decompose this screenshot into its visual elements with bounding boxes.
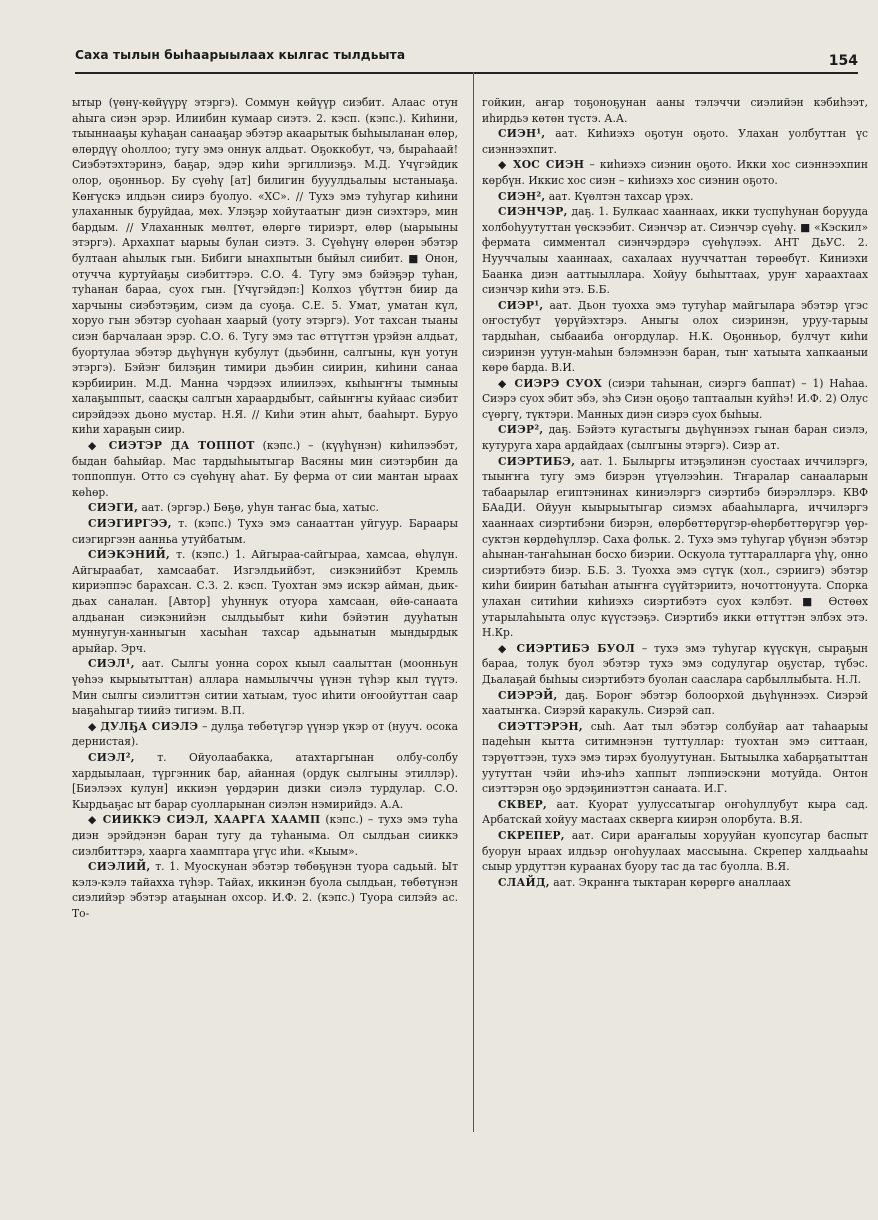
entry-text: аат. Киһиэхэ оҕотун оҕото. Улахан уолбуттан үс сиэннээхпит. [482,127,868,156]
right-column [482,95,868,890]
entry [482,157,868,188]
entry [482,875,868,891]
page-number: 154 [828,53,858,69]
entry-headword: СИЭРЭ СУОХ [514,376,603,390]
diamond-icon: ◆ [88,719,101,733]
entry-headword: СИЭНЧЭР, [498,205,568,219]
entry-text: т. Ойуолаабакка, атахтаргынан олбу-солбу хардыылаан, түргэнник бар, айанная (ордук сылгыны этиллэр). [Биэлээх кулун] иккиэн үөрдэрин дизки сиэлэ турдулар. С.О. Кырдьаҕас ыт барар суолларынан сиэлэн нэмирийдэ. А.А. [72,750,458,811]
entry [482,298,868,376]
entry-text: – дулҕа төбөтүгэр үүнэр үкэр от (нууч. осока дернистая). [72,719,458,749]
entry [72,500,458,516]
diamond-icon: ◆ [88,813,103,827]
entry [72,859,458,921]
entry [72,750,458,812]
column-divider [473,72,474,1132]
diamond-icon: ◆ [498,641,517,655]
entry-headword: СЛАЙД, [498,875,550,889]
entry-headword: СИЭГИ, [88,501,139,515]
running-header: Саха тылын быһаарыылаах кылгас тылдьыта [75,48,406,62]
entry-text: аат. Экранҥа тыктаран көрөргө аналлаах [549,875,791,889]
entry-text: даҕ. Бороҥ эбэтэр болоорхой дьүһүннээх. Сиэрэй хаатыҥка. Сиэрэй каракуль. Сиэрэй сап. [482,688,868,718]
entry-headword: СИЭН¹, [498,127,546,141]
diamond-icon: ◆ [88,439,109,453]
entry-headword: СКРЕПЕР, [498,828,565,842]
diamond-icon: ◆ [498,158,514,172]
entry [482,454,868,641]
entry-text: – киһиэхэ сиэнин оҕото. Икки хос сиэннээхпин көрбүн. Иккис хос сиэн – киһиэхэ хос сиэнин оҕото. [482,158,869,187]
entry-headword: СИЭГИРГЭЭ, [88,517,172,531]
entry-text: т. 1. Муоскунан эбэтэр төбөҕүнэн туора садьый. Ыт кэлэ-кэлэ тайахха түһэр. Тайах, иккинэн буола сылдьан, төбөтүнэн сиэлийэр эбэтэр атаҕынан охсор. И.Ф. 2. (кэпс.) Туора силэйэ ас. То- [72,860,458,920]
entry-text: аат. Сылгы уонна сорох кыыл саалыттан (моонньун үөһээ кырыытыттан) аллара намылыччы үүнэн түһэр кыл түүтэ. Мин сылгы сиэлиттэн ситии хатыам, туос иһити оҥоойуттан саар ыаҕаһыгар тиийэ тигиэм. В.П. [72,657,458,718]
entry [482,95,868,126]
entry-text: (сиэри таһынан, сиэргэ баппат) – 1) Наһаа. Сиэрэ суох эбит эбэ, эһэ Сиэн оҕоҕо таптаалын куйһэ! И.Ф. 2) Олус сүөргү, түктэри. Манных диэн сиэрэ суох быһыы. [482,376,868,421]
entry-text: аат. 1. Былыргы итэҕэлинэн суостаах иччилэргэ, тыыҥҥа тугу эмэ биэрэн үтүөлээһин. Тҥаралар санааларын табаарылар египтэнинах киниэлэргэ сиэртибэ биэрэллэрэ. КВФ БАаДИ. Ойуун кыырыытыгар сиэмэх абааһыларга, иччилэргэ хааннаах сиэртибэни биэрэн, өлөрбөттөрүгэр-өһөрбөттөрүгэр үөр-суктэн көрдөһүллэр. Саха фольк. 2. Тухэ эмэ туһугар үбүнэн эбэтэр аһынан-таҥаһынан босхо биэрии. Оскуола туттаралларга үһү, онно сиэртибэтэ биэр. Б.Б. 3. Туохха эмэ сүтүк (хол., сэриигэ) эбэтэр киһи биирин батыһан атыҥҥа сүүйтэриитэ, ночоттонуута. Спорка улахан ситиһии киһиэхэ сиэртибэтэ суох кэлбэт. ■ Өстөөх утарылаһыыта олус күүстээҕэ. Сиэртибэ икки өттүттэн элбэх этэ. Н.Кр. [482,454,868,640]
entry-text: гойкин, аҥар тоҕоноҕунан ааны тэлэччи сиэлийэн кэбиһээт, иһирдьэ көтөн түстэ. А.А. [482,96,868,125]
entry-headword: ХОС СИЭН [513,158,585,172]
entry-text: аат. (эргэр.) Бөҕө, уһун таҥас быа, хатыс. [138,501,379,515]
entry [72,95,458,438]
entry [482,641,868,688]
entry-headword: СИЭЛИЙ, [88,860,151,874]
entry-headword: СИЭТТЭРЭН, [498,719,583,733]
entry-text: (кэпс.) – (күүһүнэн) киһилээбэт, быдан баһыйар. Мас тардыһыытыгар Васяны мин сиэтэрбин да топпоппун. Отто сэ сүөһүнү аһат. Бу ферма от сии мантан ыраах көһөр. [72,439,458,499]
header-rule [75,72,858,74]
diamond-icon: ◆ [498,376,515,390]
entry-text: т. (кэпс.) Тухэ эмэ санааттан уйгуур. Бараары сиэгиргээн аанньа утуйбатым. [72,517,458,546]
left-column [72,95,458,921]
entry [72,547,458,656]
entry [72,719,458,750]
entry-headword: СИЭРТИБЭ, [498,454,576,468]
entry-headword: ДУЛҔА СИЭЛЭ [100,719,199,733]
entry-headword: СИЭН², [498,189,546,203]
entry [482,688,868,719]
entry-text: даҕ. 1. Булкаас хааннаах, икки туспуһунан борууда холбоһуутуттан үөскээбит. Сиэнчэр ат. Сиэнчэр сүөһү. ■ «Кэскил» фермата симментал сиэнчэрдэрэ сүөһүлээх. АНТ ДьУС. 2. Нууччалыы хааннаах, сахалаах нууччаттан төрөөбүт. Киниэхи Баанка диэн ааттыыллара. Хойуу быһыттаах, уруҥ хараахтаах сиэнчэр киһи этэ. Б.Б. [482,205,868,297]
entry-headword: СИЭЛ¹, [88,657,135,671]
entry-headword: СИЭКЭНИЙ, [88,548,171,562]
entry [482,719,868,797]
entry-text: – тухэ эмэ туһугар күүскүн, сыраҕын бараа, толук буол эбэтэр тухэ эмэ содулугар оҕустар, түбэс. Дьалаҕай быһыы сиэртибэтэ буолан сааслара сарбыллыбыта. Н.Л. [482,641,868,686]
entry [72,438,458,500]
entry-text: сыһ. Аат тыл эбэтэр солбуйар аат таһаарыы падеһын кытта ситимнэнэн туттуллар: туохтан эмэ ситтаан, тэрүөттээн, тухэ эмэ тирэх буолуутунан. Бытыылка хабарҕатыттан уутуттан чэйи иһэ-иһэ хаппыт лэппиэскэни мотуйда. Онтон сиэттэрэн оҕо эрдэҕиниэттэн санаата. И.Г. [482,719,868,796]
entry-text: даҕ. Бэйэтэ кугастыгы дьүһүннээх гынан баран сиэлэ, кутуруга хара ардайдаах (сылгыны этэргэ). Сиэр ат. [482,423,868,453]
entry [72,516,458,547]
entry-text: аат. Дьон туохха эмэ тутуһар майгылара эбэтэр үгэс оҥостубут үөрүйэхтэрэ. Аныгы олох сиэринэн, уруу-тарыы тардыһан, сыбааиба оҥордулар. Н.К. Оҕонньор, булчут киһи сиэринэн уутун-маһын бэлэмнээн баран, тыҥ хатыыта хапкааныи көрө барда. В.И. [482,298,868,375]
entry [482,828,868,875]
entry-headword: СКВЕР, [498,797,547,811]
entry-headword: СИЭЛ², [88,750,135,764]
entry-text: аат. Куорат уулуссатыгар оҥоһуллубут кыра сад. Арбатскай хойуу мастаах скверга киирэн олорбута. В.Я. [482,797,868,827]
entry [482,376,868,423]
entry [482,797,868,828]
entry-text: аат. Күөлтэн тахсар үрэх. [545,189,694,203]
entry [482,126,868,157]
entry-headword: СИЭРТИБЭ БУОЛ [516,641,635,655]
entry-headword: СИЭРЭЙ, [498,688,558,702]
entry-headword: СИЭТЭР ДА ТОППОТ [108,439,255,453]
entry [482,422,868,453]
entry-headword: СИЭР², [498,423,544,437]
entry [482,189,868,205]
entry [72,812,458,859]
entry-text: ытыр (үөнү-көйүүрү этэргэ). Соммун көйүүр сиэбит. Алаас отун аһыга сиэн эрэр. Илиибин кумаар сиэтэ. 2. кэсп. (кэпс.). Киһини, тыыннааҕы куһаҕан санааҕар эбэтэр акаарытык быһыыланан өлөр, өлөрдүү оһоллоо; тугу эмэ оннук алдьат. Оҕоккобут, чэ, быраһаай! Сиэбэтэхтэринэ, баҕар, эдэр киһи эргиллиэҕэ. М.Д. Үчүгэйдик олор, оҕонньор. Бу сүөһү [ат] билигин бууулдьалыы ыстаныаҕа. Көҥүскэ илдьэн сиирэ буолуо. «ХС». // Тухэ эмэ туһугар киһини улаханнык буруйдаа, мөх. Улэҕэр хойутаатыҥ диэн сиэхтэрэ, мин бардым. // Улаханнык мөлтөт, өлөргө тириэрт, өлөр (ыарыыны этэргэ). Архахпат ыарыы булан сиэтэ. 3. Сүөһүнү өлөрөн эбэтэр бултаан аһылык гын. Бибиги ынахпытын быйыл сиибит. ■ Онон, отучча куртуйаҕы сиэбиттэрэ. С.О. 4. Тугу эмэ бэйэҕэр туһан, туһанан бараа, суох гын. [Үчүгэйдэп:] Колхоз үбүттэн биир да харчыны сиэбэтэҕим, сиэм да суоҕа. С.Е. 5. Умат, уматан күл, хоруо гын эбэтэр суоһаан хаарый (уоту этэргэ). Уот тахсан тыаны сиэн барчалаан эрэр. С.О. 6. Тугу эмэ тас өттүттэн үрэйэн алдьат, буортулаа эбэтэр дьүһүнүн кубулут (дьэбинн, салгыны, күн уотун этэргэ). Бэйэҥ билэҕин тимири дьэбин сиирин, киһини санаа кэрбиирин. М.Д. Манна чэрдээх илиилээх, кыһыҥҥы тымныы халаҕыппыт, саасқы салгын хараардыбыт, сайыҥҥы куйаас сиэбит сирэйдээх дьоно мустар. Н.Я. // Киһи этин аһыт, бааһырт. Буруо киһи хараҕын сиир. [72,96,458,437]
entry [72,656,458,718]
entry-text: т. (кэпс.) 1. Айгыраа-сайгыраа, хамсаа, өһүлүн. Айгыраабат, хамсаабат. Изгэлдьийбэт, сиэкэнийбэт Кремль кириэппэс барахсан. С.З. 2. кэсп. Туохтан эмэ искэр айман, дьик-дьах саналан. [Автор] уһуннук отуора хамсаан, өйө-санаата алдьанан сиэкэнийэн сылдьыбыт киһи бэйэтин дууһатын муннугун-ханныгын хасыһан тахсар адьынатын мындырдык арыйар. Эрч. [72,548,458,655]
entry-text: аат. Сири араҥалыы хорууйан куопсугар баспыт буорун ыраах илдьэр оҥоһуулаах массыына. Скрепер халдьааһы сыыр урдуттэн кураанах буору тас да тас буолла. В.Я. [482,828,868,874]
entry [482,204,868,298]
entry-headword: СИЭР¹, [498,298,544,312]
entry-text: (кэпс.) – тухэ эмэ туһа диэн эрэйдэнэн баран тугу да туһаныма. Ол сылдьан сииккэ сиэлбиттэрэ, хаарга хаамптара үгүс иһи. «Кыым». [72,813,459,858]
entry-headword: СИИККЭ СИЭЛ, ХААРГА ХААМП [102,813,321,827]
